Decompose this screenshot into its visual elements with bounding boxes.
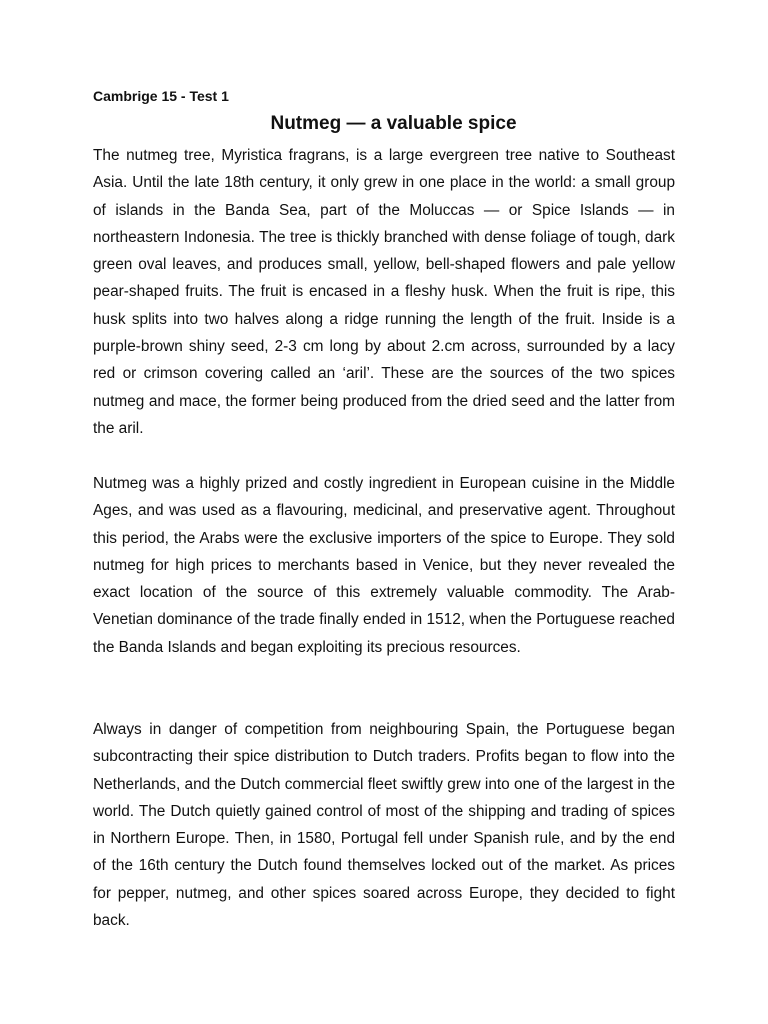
page-title: Nutmeg — a valuable spice [270, 113, 517, 134]
header-label: Cambrige 15 - Test 1 [93, 88, 229, 104]
paragraph-2: Nutmeg was a highly prized and costly ingredient in European cuisine in the Middle Ages, and was used as a flavouring, medicinal, and preservative agent. Throughout this period, the Arabs were the exclusive importers of the spice to Europe. They sold nutmeg for high prices to merchants based in Venice, but they never revealed the exact location of the source of this extremely valuable commodity. The Arab- Venetian dominance of the trade finally ended in 1512, when the Portuguese reached the Banda Islands and began exploiting its precious resources. [93, 475, 675, 656]
paragraph-1: The nutmeg tree, Myristica fragrans, is a large evergreen tree native to Southeast Asia. Until the late 18th century, it only grew in one place in the world: a small group of islands in the Banda Sea, part of the Moluccas — or Spice Islands — in northeastern Indonesia. The tree is thickly branched with dense foliage of tough, dark green oval leaves, and produces small, yellow, bell-shaped flowers and pale yellow pear-shaped fruits. The fruit is encased in a fleshy husk. When the fruit is ripe, this husk splits into two halves along a ridge running the length of the fruit. Inside is a purple-brown shiny seed, 2-3 cm long by about 2.cm across, surrounded by a lacy red or crimson covering called an ‘aril’. These are the sources of the two spices nutmeg and mace, the former being produced from the dried seed and the latter from the aril. [93, 147, 675, 437]
paragraph-1-block [93, 142, 675, 442]
paragraph-2-block [93, 470, 675, 661]
paragraph-3: Always in danger of competition from neighbouring Spain, the Portuguese began subcontracting their spice distribution to Dutch traders. Profits began to flow into the Netherlands, and the Dutch commercial fleet swiftly grew into one of the largest in the world. The Dutch quietly gained control of most of the shipping and trading of spices in Northern Europe. Then, in 1580, Portugal fell under Spanish rule, and by the end of the 16th century the Dutch found themselves locked out of the market. As prices for pepper, nutmeg, and other spices soared across Europe, they decided to fight back. [93, 721, 675, 930]
paragraph-3-block [93, 716, 675, 934]
